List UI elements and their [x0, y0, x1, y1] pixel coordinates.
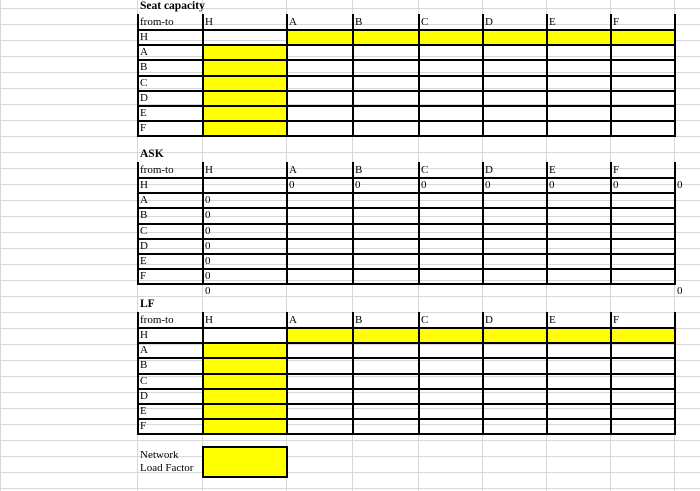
sheet-gridline-horizontal: [0, 200, 700, 201]
lf-border-row: [137, 388, 676, 390]
ask-h-col-value[interactable]: 0: [205, 270, 211, 283]
seat_capacity-border-row: [137, 44, 676, 46]
lf-border-row: [137, 357, 676, 359]
ask-section-title: ASK: [140, 148, 164, 160]
ask-h-row-value[interactable]: 0: [549, 179, 555, 191]
sheet-gridline-horizontal: [0, 72, 700, 73]
network-load-factor-input-cell[interactable]: [202, 446, 286, 476]
ask-h-row-value[interactable]: 0: [613, 179, 619, 191]
sheet-gridline-horizontal: [0, 248, 700, 249]
nlf-border: [202, 446, 288, 448]
sheet-gridline-horizontal: [0, 408, 700, 409]
lf-row-label-f: F: [140, 420, 147, 433]
ask-border-row: [137, 238, 676, 240]
seat_capacity-col-header-b: B: [355, 16, 363, 28]
sheet-gridline-horizontal: [0, 360, 700, 361]
ask-border-row: [137, 283, 676, 285]
seat_capacity-row-label-c: C: [140, 76, 148, 89]
ask-border-row: [137, 268, 676, 270]
sheet-gridline-horizontal: [0, 8, 700, 9]
lf-corner-label: from-to: [140, 314, 174, 326]
sheet-gridline-horizontal: [0, 184, 700, 185]
sheet-gridline-horizontal: [0, 280, 700, 281]
lf-col-header-f: F: [613, 314, 620, 326]
lf-col-header-a: A: [289, 314, 297, 326]
ask-border-row: [137, 253, 676, 255]
lf-border-row: [137, 327, 676, 329]
ask-border-row: [137, 192, 676, 194]
sheet-gridline-horizontal: [0, 152, 700, 153]
seat_capacity-row-label-b: B: [140, 61, 148, 74]
lf-row-label-d: D: [140, 389, 148, 402]
lf-border-row: [137, 403, 676, 405]
seat_capacity-col-header-e: E: [549, 16, 556, 28]
seat_capacity-h-row-input-cells[interactable]: [286, 29, 674, 44]
seat_capacity-border-row: [137, 75, 676, 77]
nlf-border: [286, 446, 288, 476]
ask-border-row: [137, 207, 676, 209]
seat_capacity-border-row: [137, 120, 676, 122]
lf-col-header-c: C: [421, 314, 429, 326]
ask-border-row: [137, 223, 676, 225]
seat_capacity-border-row: [137, 59, 676, 61]
lf-col-header-b: B: [355, 314, 363, 326]
lf-row-label-a: A: [140, 344, 148, 357]
seat_capacity-row-label-h: H: [140, 31, 148, 43]
seat_capacity-col-header-c: C: [421, 16, 429, 28]
ask-row-label-a: A: [140, 194, 148, 207]
sheet-gridline-horizontal: [0, 392, 700, 393]
sheet-gridline-horizontal: [0, 296, 700, 297]
ask-h-row-total[interactable]: 0: [677, 179, 683, 191]
seat_capacity-border-row: [137, 29, 676, 31]
network-load-factor-label-2: Load Factor: [140, 462, 194, 474]
sheet-gridline-horizontal: [0, 264, 700, 265]
lf-row-label-e: E: [140, 405, 147, 417]
ask-col-header-b: B: [355, 164, 363, 176]
ask-row-label-h: H: [140, 179, 148, 191]
ask-h-col-value[interactable]: 0: [205, 224, 211, 237]
lf-border-row: [137, 418, 676, 420]
sheet-gridline-horizontal: [0, 168, 700, 169]
sheet-gridline-horizontal: [0, 56, 700, 57]
seat_capacity-border-row: [137, 135, 676, 137]
sheet-gridline-horizontal: [0, 456, 700, 457]
seat_capacity-row-label-d: D: [140, 91, 148, 104]
ask-h-col-total[interactable]: 0: [205, 285, 211, 298]
lf-col-header-e: E: [549, 314, 556, 326]
seat_capacity-col-header-h: H: [205, 16, 213, 28]
ask-h-row-value[interactable]: 0: [485, 179, 491, 191]
seat_capacity-col-header-a: A: [289, 16, 297, 28]
seat_capacity-col-header-f: F: [613, 16, 620, 28]
ask-h-col-value[interactable]: 0: [205, 255, 211, 267]
ask-h-row-value[interactable]: 0: [289, 179, 295, 191]
ask-col-header-d: D: [485, 164, 493, 176]
lf-col-header-h: H: [205, 314, 213, 326]
lf-row-label-h: H: [140, 329, 148, 341]
network-load-factor-label: Network: [140, 449, 179, 461]
ask-col-header-e: E: [549, 164, 556, 176]
ask-row-label-e: E: [140, 255, 147, 267]
ask-row-label-f: F: [140, 270, 147, 283]
seat_capacity-border-row: [137, 90, 676, 92]
seat_capacity-border-row: [137, 105, 676, 107]
nlf-border: [202, 476, 288, 478]
ask-h-col-value[interactable]: 0: [205, 239, 211, 252]
seat_capacity-row-label-f: F: [140, 122, 147, 135]
nlf-border: [202, 446, 204, 476]
lf-h-row-input-cells[interactable]: [286, 327, 674, 342]
ask-h-row-value[interactable]: 0: [355, 179, 361, 191]
lf-border-row: [137, 433, 676, 435]
sheet-gridline-horizontal: [0, 440, 700, 441]
ask-h-row-value[interactable]: 0: [421, 179, 427, 191]
lf-border-row: [137, 373, 676, 375]
ask-col-header-a: A: [289, 164, 297, 176]
sheet-gridline-horizontal: [0, 24, 700, 25]
sheet-gridline-horizontal: [0, 216, 700, 217]
ask-corner-label: from-to: [140, 164, 174, 176]
seat_capacity-row-label-e: E: [140, 107, 147, 119]
lf-row-label-c: C: [140, 374, 148, 387]
lf-row-label-b: B: [140, 359, 148, 372]
seat-capacity-section-title: Seat capacity: [140, 0, 205, 12]
sheet-gridline-horizontal: [0, 232, 700, 233]
ask-border-row: [137, 177, 676, 179]
ask-col-header-f: F: [613, 164, 620, 176]
lf-section-title: LF: [140, 298, 155, 310]
ask-col-header-h: H: [205, 164, 213, 176]
ask-grand-total[interactable]: 0: [677, 285, 683, 298]
ask-row-label-c: C: [140, 224, 148, 237]
sheet-gridline-vertical: [0, 0, 1, 491]
sheet-gridline-horizontal: [0, 488, 700, 489]
lf-col-header-d: D: [485, 314, 493, 326]
sheet-gridline-horizontal: [0, 312, 700, 313]
ask-col-header-c: C: [421, 164, 429, 176]
seat_capacity-col-header-d: D: [485, 16, 493, 28]
lf-border-row: [137, 342, 676, 344]
ask-h-col-value[interactable]: 0: [205, 209, 211, 222]
seat_capacity-row-label-a: A: [140, 46, 148, 59]
sheet-gridline-horizontal: [0, 376, 700, 377]
sheet-gridline-horizontal: [0, 424, 700, 425]
sheet-gridline-horizontal: [0, 472, 700, 473]
ask-row-label-d: D: [140, 239, 148, 252]
ask-h-col-value[interactable]: 0: [205, 194, 211, 207]
seat-capacity-corner-label: from-to: [140, 16, 174, 28]
ask-row-label-b: B: [140, 209, 148, 222]
